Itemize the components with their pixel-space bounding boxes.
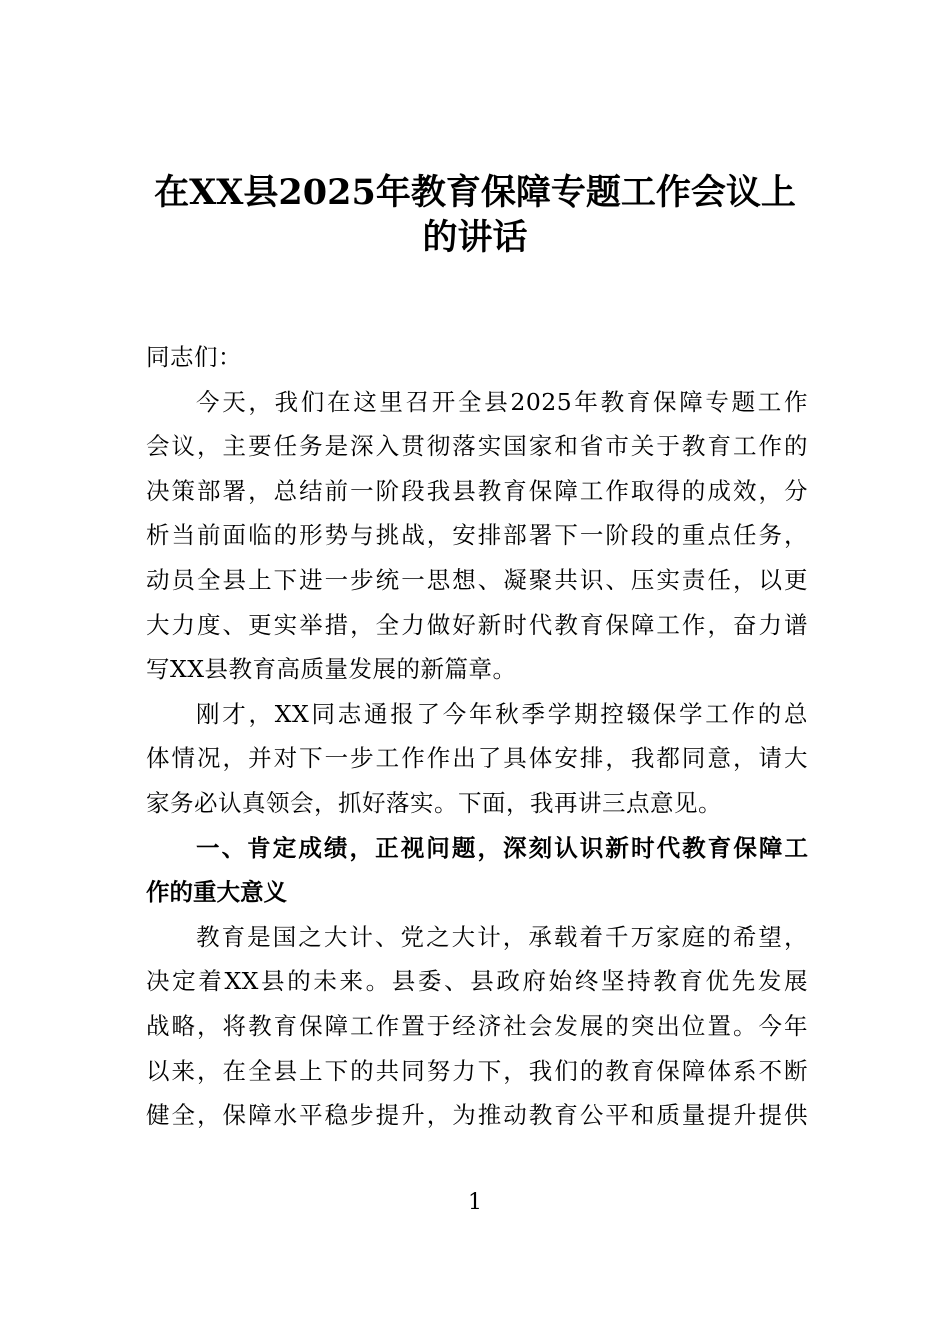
text-line: 析当前面临的形势与挑战，安排部署下一阶段的重点任务， (146, 521, 808, 550)
document-body (146, 335, 808, 1138)
paragraph (146, 692, 808, 826)
text-line: 写XX县教育高质量发展的新篇章。 (146, 655, 517, 684)
text-line: 健全，保障水平稳步提升，为推动教育公平和质量提升提供 (146, 1101, 808, 1130)
text-line: 刚才，XX同志通报了今年秋季学期控辍保学工作的总 (196, 699, 808, 728)
text-line: 以来，在全县上下的共同努力下，我们的教育保障体系不断 (146, 1056, 808, 1085)
text-line: 教育是国之大计、党之大计，承载着千万家庭的希望， (196, 922, 808, 951)
text-line: 动员全县上下进一步统一思想、凝聚共识、压实责任，以更 (146, 565, 808, 594)
section-heading (146, 826, 808, 915)
text-line: 决策部署，总结前一阶段我县教育保障工作取得的成效，分 (146, 476, 808, 505)
text-line: 体情况，并对下一步工作作出了具体安排，我都同意，请大 (146, 744, 808, 773)
text-line: 作的重大意义 (146, 878, 287, 907)
text-line: 一、肯定成绩，正视问题，深刻认识新时代教育保障工 (196, 833, 808, 862)
document-title-line-1: 在XX县2025年教育保障专题工作会议上 (154, 172, 796, 213)
page-number: 1 (468, 1190, 482, 1215)
text-line: 会议，主要任务是深入贯彻落实国家和省市关于教育工作的 (146, 432, 808, 461)
salutation (146, 335, 808, 380)
text-line: 家务必认真领会，抓好落实。下面，我再讲三点意见。 (146, 788, 722, 817)
text-line: 同志们： (146, 343, 242, 371)
text-line: 大力度、更实举措，全力做好新时代教育保障工作，奋力谱 (146, 610, 808, 639)
text-line: 今天，我们在这里召开全县2025年教育保障专题工作 (196, 387, 808, 416)
paragraph (146, 915, 808, 1138)
text-line: 决定着XX县的未来。县委、县政府始终坚持教育优先发展 (146, 967, 808, 996)
document-title-line-2: 的讲话 (422, 217, 528, 258)
text-line: 战略，将教育保障工作置于经济社会发展的突出位置。今年 (146, 1011, 808, 1040)
paragraph (146, 380, 808, 692)
